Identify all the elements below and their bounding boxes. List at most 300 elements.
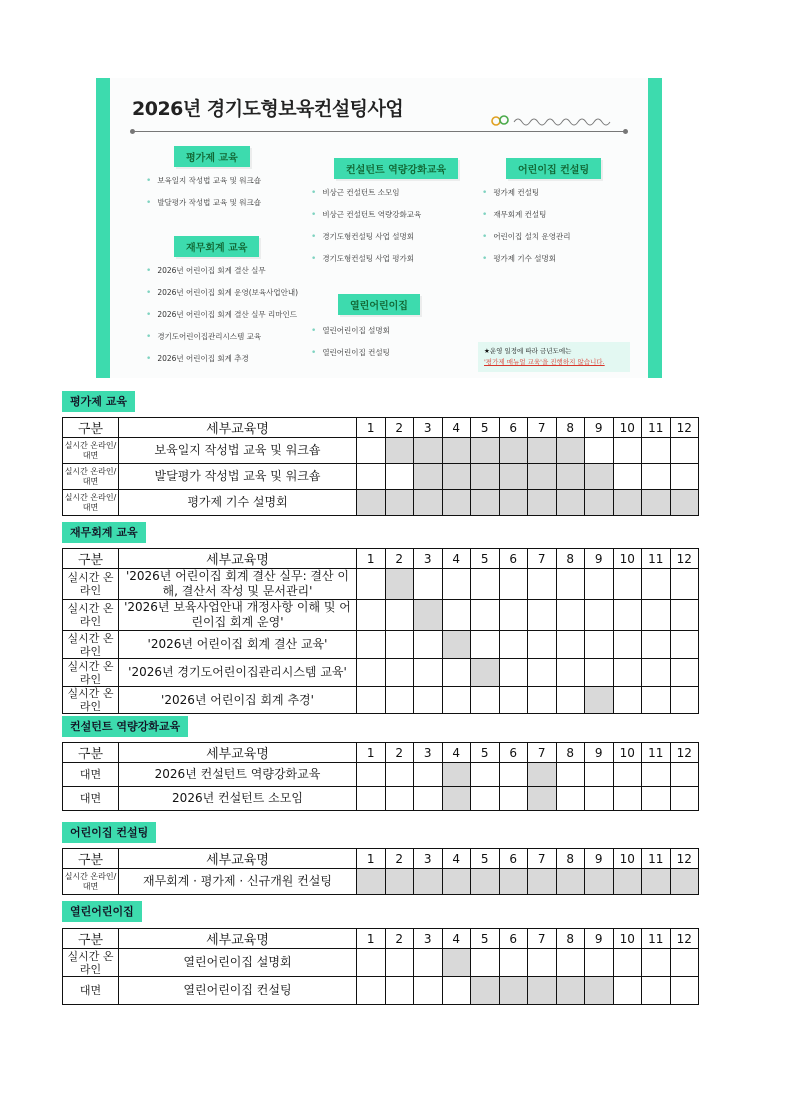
month-cell-scheduled: [414, 869, 443, 895]
month-cell-empty: [613, 787, 642, 811]
table-row: [63, 464, 699, 490]
header-month: 6: [499, 929, 528, 949]
center-logo: [490, 112, 630, 128]
month-cell-empty: [556, 569, 585, 600]
month-cell-scheduled: [585, 490, 614, 516]
table-row: [63, 869, 699, 895]
month-cell-scheduled: [471, 490, 500, 516]
banner-list-item: • 재무회계 컨설팅: [482, 208, 571, 230]
header-month: 9: [585, 743, 614, 763]
delivery-type: 대면: [63, 763, 119, 787]
course-name: 평가제 기수 설명회: [119, 490, 357, 516]
month-cell-scheduled: [442, 438, 471, 464]
month-cell-empty: [357, 949, 386, 977]
month-cell-empty: [385, 464, 414, 490]
banner-list-evaluation: [146, 174, 261, 218]
header-month: 11: [642, 849, 671, 869]
header-month: 4: [442, 418, 471, 438]
header-month: 1: [357, 743, 386, 763]
header-name: 세부교육명: [119, 418, 357, 438]
banner-tag-consultant: 컨설턴트 역량강화교육: [334, 158, 458, 179]
month-cell-empty: [442, 687, 471, 714]
month-cell-scheduled: [499, 464, 528, 490]
header-month: 8: [556, 549, 585, 569]
month-cell-empty: [585, 659, 614, 687]
header-month: 10: [613, 849, 642, 869]
banner-list-item: • 2026년 어린이집 회계 운영(보육사업안내): [146, 286, 298, 308]
month-cell-scheduled: [414, 600, 443, 631]
month-cell-empty: [471, 787, 500, 811]
month-cell-empty: [499, 600, 528, 631]
header-name: 세부교육명: [119, 929, 357, 949]
header-month: 1: [357, 929, 386, 949]
month-cell-empty: [442, 659, 471, 687]
table-row: [63, 687, 699, 714]
month-cell-empty: [670, 977, 699, 1005]
month-cell-scheduled: [499, 438, 528, 464]
header-month: 2: [385, 849, 414, 869]
month-cell-empty: [642, 687, 671, 714]
delivery-type: 실시간 온라인/대면: [63, 869, 119, 895]
section-tag-open-daycare: 열린어린이집: [62, 901, 142, 922]
month-cell-scheduled: [442, 490, 471, 516]
month-cell-empty: [528, 687, 557, 714]
month-cell-scheduled: [528, 787, 557, 811]
month-cell-empty: [499, 569, 528, 600]
delivery-type: 실시간 온라인/대면: [63, 464, 119, 490]
month-cell-empty: [642, 438, 671, 464]
schedule-table-open-daycare: [62, 928, 699, 1005]
month-cell-empty: [499, 687, 528, 714]
month-cell-scheduled: [442, 464, 471, 490]
month-cell-empty: [642, 569, 671, 600]
header-month: 12: [670, 849, 699, 869]
course-name: 보육일지 작성법 교육 및 워크숍: [119, 438, 357, 464]
month-cell-empty: [357, 687, 386, 714]
month-cell-scheduled: [556, 869, 585, 895]
month-cell-empty: [499, 787, 528, 811]
banner-list-daycare-consulting: [482, 186, 571, 274]
delivery-type: 대면: [63, 977, 119, 1005]
banner-title: 2026년 경기도형보육컨설팅사업: [132, 98, 404, 120]
header-month: 4: [442, 743, 471, 763]
month-cell-empty: [357, 787, 386, 811]
header-month: 8: [556, 418, 585, 438]
header-row: [63, 929, 699, 949]
month-cell-scheduled: [556, 464, 585, 490]
month-cell-empty: [613, 687, 642, 714]
month-cell-empty: [670, 659, 699, 687]
month-cell-empty: [414, 569, 443, 600]
month-cell-empty: [357, 631, 386, 659]
month-cell-empty: [499, 659, 528, 687]
month-cell-scheduled: [556, 977, 585, 1005]
banner-list-item: • 비상근 컨설턴트 소모임: [311, 186, 421, 208]
month-cell-empty: [613, 659, 642, 687]
header-month: 1: [357, 418, 386, 438]
month-cell-scheduled: [499, 869, 528, 895]
header-row: [63, 549, 699, 569]
month-cell-empty: [442, 569, 471, 600]
schedule-table-daycare-consulting: [62, 848, 699, 895]
month-cell-empty: [585, 569, 614, 600]
month-cell-empty: [528, 659, 557, 687]
header-type: 구분: [63, 549, 119, 569]
header-type: 구분: [63, 743, 119, 763]
header-month: 5: [471, 418, 500, 438]
month-cell-empty: [471, 631, 500, 659]
month-cell-empty: [613, 763, 642, 787]
header-name: 세부교육명: [119, 849, 357, 869]
banner-list-item: • 비상근 컨설턴트 역량강화교육: [311, 208, 421, 230]
month-cell-empty: [471, 687, 500, 714]
banner-list-item: • 어린이집 설치 운영관리: [482, 230, 571, 252]
delivery-type: 실시간 온라인/대면: [63, 438, 119, 464]
month-cell-empty: [670, 787, 699, 811]
month-cell-scheduled: [357, 869, 386, 895]
header-month: 6: [499, 849, 528, 869]
month-cell-empty: [556, 687, 585, 714]
header-month: 6: [499, 549, 528, 569]
banner-list-item: • 2026년 어린이집 회계 추경: [146, 352, 298, 374]
month-cell-empty: [414, 977, 443, 1005]
header-month: 9: [585, 849, 614, 869]
month-cell-empty: [357, 438, 386, 464]
month-cell-scheduled: [585, 464, 614, 490]
month-cell-scheduled: [442, 631, 471, 659]
month-cell-scheduled: [613, 869, 642, 895]
header-month: 11: [642, 929, 671, 949]
header-month: 5: [471, 743, 500, 763]
course-name: 열린어린이집 컨설팅: [119, 977, 357, 1005]
month-cell-empty: [556, 787, 585, 811]
course-name: '2026년 어린이집 회계 결산 실무: 결산 이해, 결산서 작성 및 문서관리': [119, 569, 357, 600]
header-month: 6: [499, 418, 528, 438]
month-cell-empty: [385, 687, 414, 714]
month-cell-scheduled: [528, 438, 557, 464]
month-cell-empty: [499, 763, 528, 787]
table-row: [63, 569, 699, 600]
month-cell-empty: [414, 763, 443, 787]
month-cell-empty: [357, 600, 386, 631]
header-month: 7: [528, 549, 557, 569]
month-cell-empty: [442, 977, 471, 1005]
month-cell-empty: [499, 631, 528, 659]
header-month: 5: [471, 929, 500, 949]
month-cell-empty: [585, 600, 614, 631]
month-cell-scheduled: [499, 490, 528, 516]
month-cell-empty: [670, 763, 699, 787]
header-row: [63, 849, 699, 869]
month-cell-empty: [385, 977, 414, 1005]
course-name: 열린어린이집 설명회: [119, 949, 357, 977]
header-month: 7: [528, 849, 557, 869]
delivery-type: 실시간 온라인: [63, 687, 119, 714]
month-cell-empty: [642, 631, 671, 659]
month-cell-scheduled: [585, 869, 614, 895]
course-name: '2026년 어린이집 회계 결산 교육': [119, 631, 357, 659]
header-month: 9: [585, 929, 614, 949]
header-month: 2: [385, 929, 414, 949]
banner-list-item: • 2026년 어린이집 회계 결산 실무: [146, 264, 298, 286]
header-month: 3: [414, 743, 443, 763]
banner-note: [478, 342, 630, 372]
month-cell-empty: [613, 631, 642, 659]
month-cell-scheduled: [670, 869, 699, 895]
month-cell-scheduled: [613, 490, 642, 516]
banner-list-item: • 경기도어린이집관리시스템 교육: [146, 330, 298, 352]
delivery-type: 실시간 온라인: [63, 659, 119, 687]
month-cell-scheduled: [442, 787, 471, 811]
header-month: 7: [528, 418, 557, 438]
delivery-type: 실시간 온라인: [63, 631, 119, 659]
month-cell-empty: [670, 687, 699, 714]
delivery-type: 실시간 온라인/대면: [63, 490, 119, 516]
month-cell-empty: [642, 949, 671, 977]
month-cell-empty: [556, 631, 585, 659]
header-month: 6: [499, 743, 528, 763]
month-cell-empty: [471, 600, 500, 631]
header-month: 12: [670, 549, 699, 569]
month-cell-scheduled: [385, 438, 414, 464]
month-cell-scheduled: [642, 869, 671, 895]
header-month: 12: [670, 743, 699, 763]
month-cell-empty: [471, 569, 500, 600]
month-cell-empty: [357, 659, 386, 687]
month-cell-empty: [414, 659, 443, 687]
banner-list-consultant: [311, 186, 421, 274]
header-month: 4: [442, 549, 471, 569]
month-cell-empty: [585, 787, 614, 811]
month-cell-empty: [585, 631, 614, 659]
header-month: 7: [528, 743, 557, 763]
month-cell-scheduled: [442, 763, 471, 787]
month-cell-empty: [528, 600, 557, 631]
banner-list-item: • 평가제 기수 설명회: [482, 252, 571, 274]
banner-list-accounting: [146, 264, 298, 374]
header-month: 5: [471, 849, 500, 869]
month-cell-empty: [642, 464, 671, 490]
section-tag-daycare-consulting: 어린이집 컨설팅: [62, 822, 156, 843]
delivery-type: 대면: [63, 787, 119, 811]
delivery-type: 실시간 온라인: [63, 949, 119, 977]
month-cell-empty: [585, 438, 614, 464]
schedule-table-consultant: [62, 742, 699, 811]
header-month: 12: [670, 929, 699, 949]
month-cell-empty: [642, 977, 671, 1005]
section-tag-consultant: 컨설턴트 역량강화교육: [62, 716, 188, 737]
course-name: 재무회계 · 평가제 · 신규개원 컨설팅: [119, 869, 357, 895]
header-month: 11: [642, 418, 671, 438]
schedule-table-evaluation: [62, 417, 699, 516]
header-month: 7: [528, 929, 557, 949]
delivery-type: 실시간 온라인: [63, 600, 119, 631]
month-cell-scheduled: [357, 490, 386, 516]
table-row: [63, 949, 699, 977]
banner-list-item: • 평가제 컨설팅: [482, 186, 571, 208]
month-cell-scheduled: [385, 869, 414, 895]
schedule-table-accounting: [62, 548, 699, 714]
delivery-type: 실시간 온라인: [63, 569, 119, 600]
month-cell-scheduled: [471, 659, 500, 687]
table-row: [63, 659, 699, 687]
table-row: [63, 600, 699, 631]
header-month: 10: [613, 418, 642, 438]
note-line-2: '평가제 매뉴얼 교육'을 진행하지 않습니다.: [484, 358, 605, 366]
month-cell-empty: [385, 787, 414, 811]
banner-list-item: • 경기도형컨설팅 사업 평가회: [311, 252, 421, 274]
month-cell-empty: [385, 631, 414, 659]
month-cell-empty: [585, 949, 614, 977]
month-cell-scheduled: [471, 869, 500, 895]
month-cell-empty: [385, 949, 414, 977]
month-cell-empty: [613, 949, 642, 977]
table-row: [63, 438, 699, 464]
month-cell-empty: [613, 464, 642, 490]
month-cell-scheduled: [585, 977, 614, 1005]
header-month: 10: [613, 929, 642, 949]
month-cell-empty: [414, 787, 443, 811]
banner-list-item: • 열린어린이집 설명회: [311, 324, 390, 346]
header-month: 3: [414, 849, 443, 869]
month-cell-empty: [528, 949, 557, 977]
header-month: 8: [556, 929, 585, 949]
month-cell-empty: [670, 569, 699, 600]
month-cell-scheduled: [414, 438, 443, 464]
header-month: 5: [471, 549, 500, 569]
header-month: 12: [670, 418, 699, 438]
course-name: 2026년 컨설턴트 소모임: [119, 787, 357, 811]
header-row: [63, 418, 699, 438]
banner-list-item: • 열린어린이집 컨설팅: [311, 346, 390, 368]
month-cell-empty: [556, 949, 585, 977]
month-cell-empty: [414, 949, 443, 977]
month-cell-empty: [613, 569, 642, 600]
header-month: 9: [585, 418, 614, 438]
section-tag-evaluation: 평가제 교육: [62, 391, 135, 412]
month-cell-scheduled: [385, 569, 414, 600]
month-cell-scheduled: [442, 869, 471, 895]
table-row: [63, 763, 699, 787]
month-cell-scheduled: [471, 438, 500, 464]
note-line-1: ★운영 일정에 따라 금년도에는: [484, 347, 572, 355]
month-cell-empty: [385, 659, 414, 687]
table-row: [63, 787, 699, 811]
month-cell-scheduled: [585, 687, 614, 714]
program-banner: [96, 78, 662, 378]
month-cell-scheduled: [499, 977, 528, 1005]
header-month: 11: [642, 549, 671, 569]
header-month: 10: [613, 743, 642, 763]
header-month: 9: [585, 549, 614, 569]
month-cell-empty: [642, 787, 671, 811]
header-month: 4: [442, 849, 471, 869]
header-month: 10: [613, 549, 642, 569]
month-cell-scheduled: [471, 464, 500, 490]
month-cell-empty: [613, 600, 642, 631]
month-cell-empty: [357, 763, 386, 787]
month-cell-empty: [670, 631, 699, 659]
month-cell-scheduled: [442, 949, 471, 977]
month-cell-empty: [499, 949, 528, 977]
header-name: 세부교육명: [119, 743, 357, 763]
header-month: 2: [385, 418, 414, 438]
table-row: [63, 490, 699, 516]
header-month: 8: [556, 849, 585, 869]
header-month: 2: [385, 549, 414, 569]
header-month: 1: [357, 849, 386, 869]
month-cell-scheduled: [414, 464, 443, 490]
header-type: 구분: [63, 849, 119, 869]
month-cell-scheduled: [385, 490, 414, 516]
banner-list-item: • 발달평가 작성법 교육 및 워크숍: [146, 196, 261, 218]
month-cell-empty: [585, 763, 614, 787]
course-name: 2026년 컨설턴트 역량강화교육: [119, 763, 357, 787]
month-cell-empty: [385, 763, 414, 787]
header-row: [63, 743, 699, 763]
table-row: [63, 631, 699, 659]
month-cell-scheduled: [642, 490, 671, 516]
banner-list-item: • 2026년 어린이집 회계 결산 실무 리마인드: [146, 308, 298, 330]
month-cell-scheduled: [528, 490, 557, 516]
banner-rule: [132, 131, 626, 132]
month-cell-scheduled: [528, 464, 557, 490]
header-month: 3: [414, 418, 443, 438]
banner-tag-evaluation: 평가제 교육: [174, 146, 250, 167]
month-cell-empty: [471, 763, 500, 787]
month-cell-empty: [642, 659, 671, 687]
header-month: 2: [385, 743, 414, 763]
course-name: '2026년 보육사업안내 개정사항 이해 및 어린이집 회계 운영': [119, 600, 357, 631]
month-cell-empty: [670, 438, 699, 464]
month-cell-empty: [357, 464, 386, 490]
month-cell-empty: [556, 659, 585, 687]
section-tag-accounting: 재무회계 교육: [62, 522, 146, 543]
header-month: 8: [556, 743, 585, 763]
month-cell-scheduled: [414, 490, 443, 516]
course-name: '2026년 어린이집 회계 추경': [119, 687, 357, 714]
month-cell-scheduled: [471, 977, 500, 1005]
month-cell-empty: [670, 949, 699, 977]
month-cell-scheduled: [670, 490, 699, 516]
banner-tag-daycare-consulting: 어린이집 컨설팅: [506, 158, 601, 179]
month-cell-empty: [471, 949, 500, 977]
month-cell-empty: [556, 600, 585, 631]
banner-right-bar: [648, 78, 662, 378]
banner-tag-open-daycare: 열린어린이집: [338, 294, 420, 315]
month-cell-scheduled: [556, 438, 585, 464]
header-name: 세부교육명: [119, 549, 357, 569]
banner-list-item: • 보육일지 작성법 교육 및 워크숍: [146, 174, 261, 196]
header-type: 구분: [63, 418, 119, 438]
month-cell-empty: [670, 600, 699, 631]
month-cell-empty: [414, 687, 443, 714]
month-cell-empty: [357, 977, 386, 1005]
month-cell-empty: [528, 631, 557, 659]
month-cell-scheduled: [556, 490, 585, 516]
month-cell-empty: [442, 600, 471, 631]
course-name: 발달평가 작성법 교육 및 워크숍: [119, 464, 357, 490]
month-cell-empty: [414, 631, 443, 659]
header-type: 구분: [63, 929, 119, 949]
month-cell-empty: [528, 569, 557, 600]
banner-list-item: • 경기도형컨설팅 사업 설명회: [311, 230, 421, 252]
month-cell-scheduled: [528, 869, 557, 895]
header-month: 4: [442, 929, 471, 949]
month-cell-empty: [642, 763, 671, 787]
month-cell-empty: [613, 438, 642, 464]
month-cell-empty: [385, 600, 414, 631]
